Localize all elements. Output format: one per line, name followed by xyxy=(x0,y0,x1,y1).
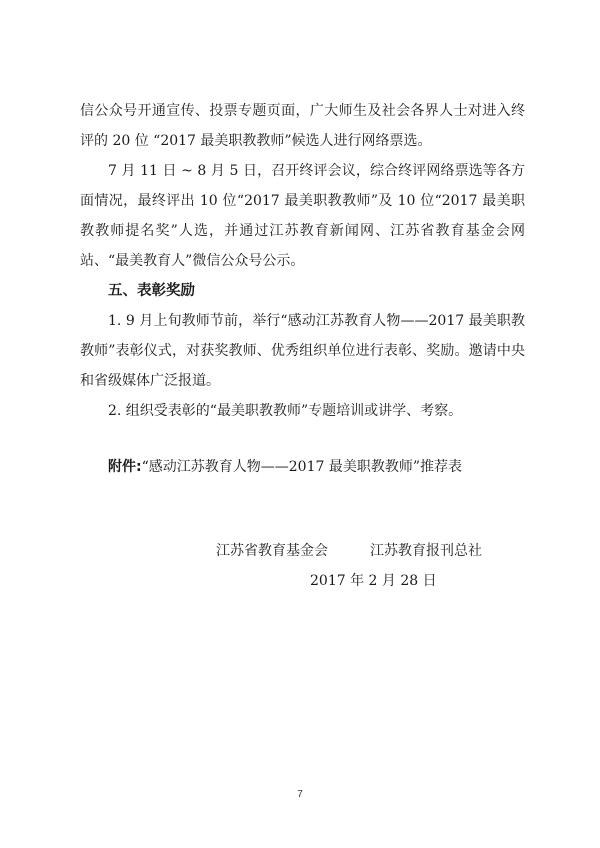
paragraph-final-review: 7 月 11 日 ~ 8 月 5 日，召开终评会议，综合终评网络票选等各方面情况，最终评出 10 位“2017 最美职教教师”及 10 位“2017 最美职教教师提名奖”人选，并通过江苏教育新闻网、江苏省教育基金会网站、“最美教育人”微信公众号公示。 xyxy=(80,163,525,269)
attachment-line xyxy=(108,452,462,482)
page-number: 7 xyxy=(297,789,303,800)
signature-org-foundation: 江苏省教育基金会 xyxy=(216,543,328,559)
signature-date: 2017 年 2 月 28 日 xyxy=(310,573,437,589)
section-heading-awards: 五、表彰奖励 xyxy=(108,283,195,299)
attachment-label: 附件: xyxy=(108,459,142,475)
attachment-text: “感动江苏教育人物——2017 最美职教教师”推荐表 xyxy=(141,459,463,475)
award-item-1: 1. 9 月上旬教师节前，举行“感动江苏教育人物——2017 最美职教教师”表彰仪式，对获奖教师、优秀组织单位进行表彰、奖励。邀请中央和省级媒体广泛报道。 xyxy=(80,313,525,389)
signature-org-press: 江苏教育报刊总社 xyxy=(370,543,482,559)
paragraph-voting: 信公众号开通宣传、投票专题页面，广大师生及社会各界人士对进入终评的 20 位 “2017 最美职教教师”候选人进行网络票选。 xyxy=(80,103,525,149)
award-item-2: 2. 组织受表彰的“最美职教教师”专题培训或讲学、考察。 xyxy=(108,403,463,419)
